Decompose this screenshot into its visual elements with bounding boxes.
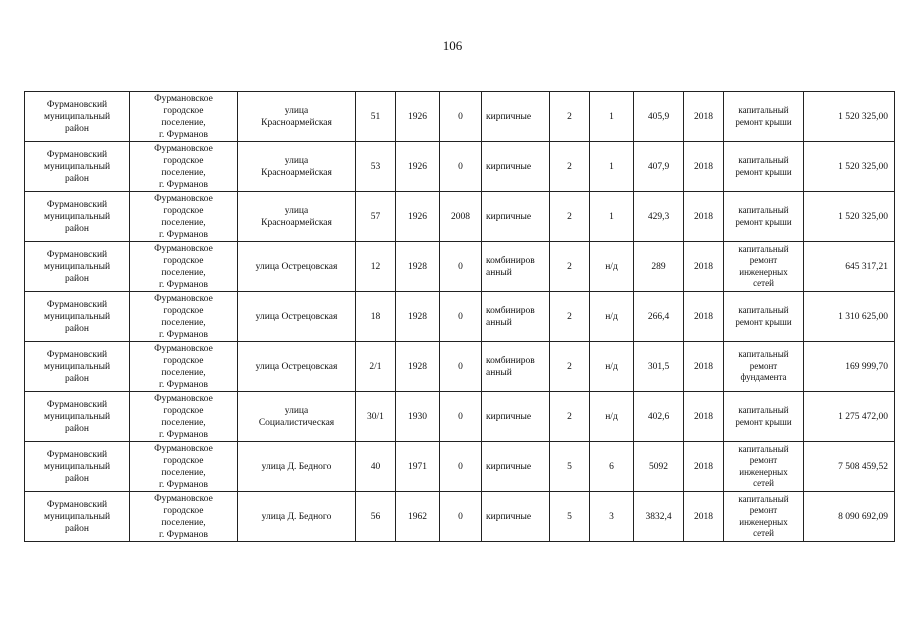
cell-cost: 169 999,70: [804, 342, 895, 392]
cell-wall-material: кирпичные: [482, 92, 550, 142]
table-row: [25, 492, 895, 542]
cell-settlement: Фурмановское городское поселение, г. Фурманов: [130, 242, 238, 292]
cell-area: 3832,4: [634, 492, 684, 542]
cell-wall-material: комбиниров анный: [482, 242, 550, 292]
cell-wall-material: кирпичные: [482, 492, 550, 542]
table-row: [25, 192, 895, 242]
cell-district: Фурмановский муниципальный район: [25, 392, 130, 442]
cell-settlement: Фурмановское городское поселение, г. Фурманов: [130, 92, 238, 142]
housing-registry-table: [24, 91, 895, 542]
table-row: [25, 242, 895, 292]
cell-floors: 2: [550, 192, 590, 242]
table-row: [25, 142, 895, 192]
cell-area: 289: [634, 242, 684, 292]
cell-wall-material: комбиниров анный: [482, 292, 550, 342]
cell-year-built: 1930: [396, 392, 440, 442]
cell-year-built: 1971: [396, 442, 440, 492]
cell-area: 407,9: [634, 142, 684, 192]
cell-street: улица Д. Бедного: [238, 492, 356, 542]
cell-cost: 645 317,21: [804, 242, 895, 292]
cell-district: Фурмановский муниципальный район: [25, 242, 130, 292]
cell-year-built: 1928: [396, 242, 440, 292]
cell-entrances: 6: [590, 442, 634, 492]
cell-floors: 2: [550, 142, 590, 192]
cell-settlement: Фурмановское городское поселение, г. Фурманов: [130, 292, 238, 342]
cell-area: 402,6: [634, 392, 684, 442]
cell-area: 405,9: [634, 92, 684, 142]
cell-work-type: капитальный ремонт крыши: [724, 142, 804, 192]
page-number: 106: [442, 38, 463, 53]
cell-street: улица Красноармейская: [238, 92, 356, 142]
cell-planned-year: 2018: [684, 192, 724, 242]
cell-year-built: 1926: [396, 142, 440, 192]
cell-cost: 1 520 325,00: [804, 92, 895, 142]
cell-entrances: н/д: [590, 392, 634, 442]
cell-year-renovated: 0: [440, 242, 482, 292]
cell-floors: 2: [550, 392, 590, 442]
cell-year-built: 1926: [396, 192, 440, 242]
cell-street: улица Красноармейская: [238, 192, 356, 242]
table-row: [25, 92, 895, 142]
cell-street: улица Острецовская: [238, 242, 356, 292]
cell-street: улица Социалистическая: [238, 392, 356, 442]
cell-settlement: Фурмановское городское поселение, г. Фурманов: [130, 342, 238, 392]
cell-floors: 2: [550, 292, 590, 342]
cell-area: 429,3: [634, 192, 684, 242]
cell-year-renovated: 0: [440, 292, 482, 342]
cell-floors: 5: [550, 492, 590, 542]
cell-floors: 5: [550, 442, 590, 492]
cell-cost: 8 090 692,09: [804, 492, 895, 542]
cell-district: Фурмановский муниципальный район: [25, 292, 130, 342]
cell-entrances: 1: [590, 192, 634, 242]
cell-area: 301,5: [634, 342, 684, 392]
cell-work-type: капитальный ремонт инженерных сетей: [724, 492, 804, 542]
cell-floors: 2: [550, 92, 590, 142]
cell-year-built: 1962: [396, 492, 440, 542]
cell-house-number: 18: [356, 292, 396, 342]
cell-cost: 1 520 325,00: [804, 142, 895, 192]
cell-district: Фурмановский муниципальный район: [25, 442, 130, 492]
cell-cost: 1 520 325,00: [804, 192, 895, 242]
cell-work-type: капитальный ремонт фундамента: [724, 342, 804, 392]
cell-planned-year: 2018: [684, 242, 724, 292]
cell-house-number: 12: [356, 242, 396, 292]
cell-entrances: н/д: [590, 342, 634, 392]
table-row: [25, 342, 895, 392]
cell-settlement: Фурмановское городское поселение, г. Фурманов: [130, 492, 238, 542]
cell-wall-material: комбиниров анный: [482, 342, 550, 392]
cell-wall-material: кирпичные: [482, 192, 550, 242]
cell-cost: 1 310 625,00: [804, 292, 895, 342]
cell-entrances: 3: [590, 492, 634, 542]
cell-work-type: капитальный ремонт инженерных сетей: [724, 442, 804, 492]
cell-year-renovated: 0: [440, 442, 482, 492]
cell-house-number: 2/1: [356, 342, 396, 392]
cell-year-built: 1928: [396, 292, 440, 342]
cell-cost: 7 508 459,52: [804, 442, 895, 492]
cell-year-renovated: 0: [440, 492, 482, 542]
cell-area: 5092: [634, 442, 684, 492]
cell-year-renovated: 0: [440, 342, 482, 392]
cell-settlement: Фурмановское городское поселение, г. Фурманов: [130, 392, 238, 442]
cell-year-renovated: 2008: [440, 192, 482, 242]
cell-work-type: капитальный ремонт крыши: [724, 192, 804, 242]
cell-house-number: 51: [356, 92, 396, 142]
cell-wall-material: кирпичные: [482, 442, 550, 492]
cell-settlement: Фурмановское городское поселение, г. Фурманов: [130, 142, 238, 192]
cell-district: Фурмановский муниципальный район: [25, 142, 130, 192]
cell-planned-year: 2018: [684, 442, 724, 492]
cell-year-built: 1926: [396, 92, 440, 142]
cell-planned-year: 2018: [684, 142, 724, 192]
cell-entrances: н/д: [590, 242, 634, 292]
cell-year-renovated: 0: [440, 142, 482, 192]
cell-planned-year: 2018: [684, 92, 724, 142]
cell-wall-material: кирпичные: [482, 142, 550, 192]
cell-street: улица Острецовская: [238, 342, 356, 392]
cell-street: улица Д. Бедного: [238, 442, 356, 492]
cell-cost: 1 275 472,00: [804, 392, 895, 442]
cell-work-type: капитальный ремонт инженерных сетей: [724, 242, 804, 292]
table-row: [25, 292, 895, 342]
cell-planned-year: 2018: [684, 492, 724, 542]
cell-house-number: 56: [356, 492, 396, 542]
table-row: [25, 392, 895, 442]
cell-entrances: н/д: [590, 292, 634, 342]
cell-year-renovated: 0: [440, 92, 482, 142]
cell-house-number: 57: [356, 192, 396, 242]
cell-planned-year: 2018: [684, 292, 724, 342]
cell-floors: 2: [550, 342, 590, 392]
cell-work-type: капитальный ремонт крыши: [724, 292, 804, 342]
cell-wall-material: кирпичные: [482, 392, 550, 442]
cell-planned-year: 2018: [684, 342, 724, 392]
cell-street: улица Красноармейская: [238, 142, 356, 192]
cell-street: улица Острецовская: [238, 292, 356, 342]
cell-house-number: 30/1: [356, 392, 396, 442]
cell-planned-year: 2018: [684, 392, 724, 442]
cell-entrances: 1: [590, 92, 634, 142]
table-row: [25, 442, 895, 492]
cell-entrances: 1: [590, 142, 634, 192]
cell-district: Фурмановский муниципальный район: [25, 92, 130, 142]
cell-district: Фурмановский муниципальный район: [25, 342, 130, 392]
cell-house-number: 40: [356, 442, 396, 492]
cell-work-type: капитальный ремонт крыши: [724, 92, 804, 142]
cell-district: Фурмановский муниципальный район: [25, 192, 130, 242]
cell-floors: 2: [550, 242, 590, 292]
cell-year-renovated: 0: [440, 392, 482, 442]
cell-settlement: Фурмановское городское поселение, г. Фурманов: [130, 442, 238, 492]
cell-year-built: 1928: [396, 342, 440, 392]
cell-settlement: Фурмановское городское поселение, г. Фурманов: [130, 192, 238, 242]
cell-district: Фурмановский муниципальный район: [25, 492, 130, 542]
cell-area: 266,4: [634, 292, 684, 342]
cell-house-number: 53: [356, 142, 396, 192]
cell-work-type: капитальный ремонт крыши: [724, 392, 804, 442]
